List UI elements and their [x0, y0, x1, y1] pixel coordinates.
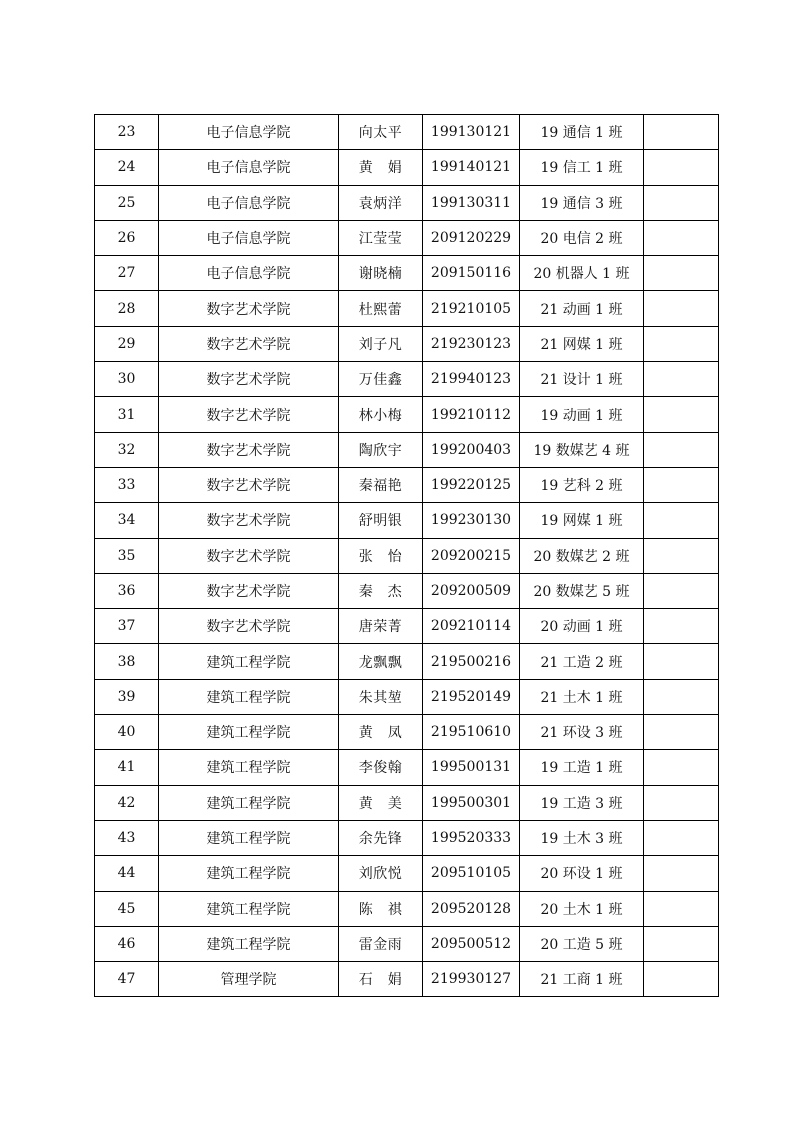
row-index-cell: 30 [95, 362, 159, 397]
student-id-cell: 209120229 [423, 220, 520, 255]
name-cell: 谢晓楠 [339, 256, 423, 291]
name-cell: 秦福艳 [339, 467, 423, 502]
student-id-cell: 199220125 [423, 467, 520, 502]
class-cell: 21 设计 1 班 [520, 362, 644, 397]
table-row [95, 326, 719, 361]
class-cell: 21 工造 2 班 [520, 644, 644, 679]
college-cell: 电子信息学院 [159, 150, 339, 185]
class-cell: 20 环设 1 班 [520, 856, 644, 891]
remarks-cell [644, 926, 719, 961]
remarks-cell [644, 326, 719, 361]
row-index-cell: 33 [95, 467, 159, 502]
table-row [95, 715, 719, 750]
name-cell: 刘欣悦 [339, 856, 423, 891]
row-index-cell: 44 [95, 856, 159, 891]
college-cell: 建筑工程学院 [159, 750, 339, 785]
college-cell: 数字艺术学院 [159, 573, 339, 608]
remarks-cell [644, 256, 719, 291]
college-cell: 电子信息学院 [159, 185, 339, 220]
name-cell: 唐荣菁 [339, 609, 423, 644]
college-cell: 管理学院 [159, 962, 339, 997]
student-id-cell: 199210112 [423, 397, 520, 432]
name-cell: 林小梅 [339, 397, 423, 432]
table-row [95, 785, 719, 820]
row-index-cell: 29 [95, 326, 159, 361]
table-row [95, 962, 719, 997]
college-cell: 建筑工程学院 [159, 820, 339, 855]
class-cell: 20 动画 1 班 [520, 609, 644, 644]
name-cell: 黄 娟 [339, 150, 423, 185]
name-cell: 余先锋 [339, 820, 423, 855]
name-cell: 舒明银 [339, 503, 423, 538]
name-cell: 石 娟 [339, 962, 423, 997]
class-cell: 19 网媒 1 班 [520, 503, 644, 538]
student-id-cell: 219520149 [423, 679, 520, 714]
remarks-cell [644, 538, 719, 573]
college-cell: 建筑工程学院 [159, 715, 339, 750]
student-id-cell: 199500131 [423, 750, 520, 785]
class-cell: 19 数媒艺 4 班 [520, 432, 644, 467]
row-index-cell: 45 [95, 891, 159, 926]
student-id-cell: 219500216 [423, 644, 520, 679]
row-index-cell: 32 [95, 432, 159, 467]
remarks-cell [644, 856, 719, 891]
row-index-cell: 41 [95, 750, 159, 785]
student-id-cell: 219930127 [423, 962, 520, 997]
table-row [95, 926, 719, 961]
class-cell: 19 信工 1 班 [520, 150, 644, 185]
class-cell: 21 工商 1 班 [520, 962, 644, 997]
row-index-cell: 47 [95, 962, 159, 997]
class-cell: 19 通信 3 班 [520, 185, 644, 220]
remarks-cell [644, 397, 719, 432]
remarks-cell [644, 467, 719, 502]
table-row [95, 750, 719, 785]
college-cell: 建筑工程学院 [159, 644, 339, 679]
table-row [95, 679, 719, 714]
class-cell: 20 数媒艺 5 班 [520, 573, 644, 608]
college-cell: 数字艺术学院 [159, 609, 339, 644]
remarks-cell [644, 962, 719, 997]
class-cell: 21 土木 1 班 [520, 679, 644, 714]
table-row [95, 397, 719, 432]
table-row [95, 362, 719, 397]
name-cell: 雷金雨 [339, 926, 423, 961]
name-cell: 陶欣宇 [339, 432, 423, 467]
college-cell: 数字艺术学院 [159, 397, 339, 432]
row-index-cell: 38 [95, 644, 159, 679]
class-cell: 19 艺科 2 班 [520, 467, 644, 502]
student-id-cell: 209150116 [423, 256, 520, 291]
name-cell: 江莹莹 [339, 220, 423, 255]
student-id-cell: 219230123 [423, 326, 520, 361]
student-id-cell: 209500512 [423, 926, 520, 961]
student-id-cell: 199200403 [423, 432, 520, 467]
remarks-cell [644, 750, 719, 785]
class-cell: 21 网媒 1 班 [520, 326, 644, 361]
student-id-cell: 219940123 [423, 362, 520, 397]
table-row [95, 256, 719, 291]
college-cell: 建筑工程学院 [159, 856, 339, 891]
name-cell: 刘子凡 [339, 326, 423, 361]
student-id-cell: 209210114 [423, 609, 520, 644]
student-id-cell: 209520128 [423, 891, 520, 926]
class-cell: 20 土木 1 班 [520, 891, 644, 926]
student-id-cell: 219510610 [423, 715, 520, 750]
class-cell: 21 环设 3 班 [520, 715, 644, 750]
student-id-cell: 199520333 [423, 820, 520, 855]
college-cell: 建筑工程学院 [159, 679, 339, 714]
college-cell: 电子信息学院 [159, 256, 339, 291]
student-roster-table [94, 114, 719, 997]
row-index-cell: 23 [95, 115, 159, 150]
table-row [95, 856, 719, 891]
table-row [95, 891, 719, 926]
class-cell: 20 工造 5 班 [520, 926, 644, 961]
college-cell: 电子信息学院 [159, 220, 339, 255]
table-row [95, 220, 719, 255]
remarks-cell [644, 609, 719, 644]
row-index-cell: 28 [95, 291, 159, 326]
name-cell: 李俊翰 [339, 750, 423, 785]
college-cell: 数字艺术学院 [159, 362, 339, 397]
table-row [95, 150, 719, 185]
table-row [95, 185, 719, 220]
row-index-cell: 27 [95, 256, 159, 291]
class-cell: 20 机器人 1 班 [520, 256, 644, 291]
name-cell: 龙飘飘 [339, 644, 423, 679]
college-cell: 数字艺术学院 [159, 467, 339, 502]
name-cell: 万佳鑫 [339, 362, 423, 397]
college-cell: 建筑工程学院 [159, 926, 339, 961]
remarks-cell [644, 503, 719, 538]
table-row [95, 644, 719, 679]
name-cell: 袁炳洋 [339, 185, 423, 220]
class-cell: 21 动画 1 班 [520, 291, 644, 326]
row-index-cell: 34 [95, 503, 159, 538]
row-index-cell: 37 [95, 609, 159, 644]
college-cell: 电子信息学院 [159, 115, 339, 150]
row-index-cell: 24 [95, 150, 159, 185]
name-cell: 向太平 [339, 115, 423, 150]
student-id-cell: 219210105 [423, 291, 520, 326]
remarks-cell [644, 785, 719, 820]
student-id-cell: 209510105 [423, 856, 520, 891]
table-row [95, 573, 719, 608]
table-row [95, 115, 719, 150]
college-cell: 数字艺术学院 [159, 432, 339, 467]
remarks-cell [644, 679, 719, 714]
table-row [95, 503, 719, 538]
remarks-cell [644, 150, 719, 185]
row-index-cell: 25 [95, 185, 159, 220]
class-cell: 20 数媒艺 2 班 [520, 538, 644, 573]
remarks-cell [644, 644, 719, 679]
remarks-cell [644, 573, 719, 608]
table-row [95, 467, 719, 502]
class-cell: 19 工造 1 班 [520, 750, 644, 785]
student-id-cell: 209200509 [423, 573, 520, 608]
name-cell: 黄 凤 [339, 715, 423, 750]
class-cell: 19 土木 3 班 [520, 820, 644, 855]
table-row [95, 291, 719, 326]
name-cell: 黄 美 [339, 785, 423, 820]
row-index-cell: 31 [95, 397, 159, 432]
college-cell: 建筑工程学院 [159, 891, 339, 926]
college-cell: 数字艺术学院 [159, 326, 339, 361]
student-id-cell: 199500301 [423, 785, 520, 820]
roster-body [95, 115, 719, 997]
student-id-cell: 199140121 [423, 150, 520, 185]
college-cell: 数字艺术学院 [159, 291, 339, 326]
remarks-cell [644, 115, 719, 150]
remarks-cell [644, 432, 719, 467]
college-cell: 建筑工程学院 [159, 785, 339, 820]
table-row [95, 538, 719, 573]
remarks-cell [644, 715, 719, 750]
class-cell: 19 通信 1 班 [520, 115, 644, 150]
remarks-cell [644, 820, 719, 855]
name-cell: 陈 祺 [339, 891, 423, 926]
row-index-cell: 43 [95, 820, 159, 855]
table-row [95, 609, 719, 644]
student-id-cell: 209200215 [423, 538, 520, 573]
table-row [95, 820, 719, 855]
row-index-cell: 46 [95, 926, 159, 961]
student-id-cell: 199230130 [423, 503, 520, 538]
table-row [95, 432, 719, 467]
row-index-cell: 42 [95, 785, 159, 820]
student-id-cell: 199130121 [423, 115, 520, 150]
name-cell: 杜熙蕾 [339, 291, 423, 326]
college-cell: 数字艺术学院 [159, 538, 339, 573]
name-cell: 张 怡 [339, 538, 423, 573]
row-index-cell: 35 [95, 538, 159, 573]
class-cell: 19 工造 3 班 [520, 785, 644, 820]
student-id-cell: 199130311 [423, 185, 520, 220]
class-cell: 20 电信 2 班 [520, 220, 644, 255]
remarks-cell [644, 291, 719, 326]
class-cell: 19 动画 1 班 [520, 397, 644, 432]
remarks-cell [644, 891, 719, 926]
remarks-cell [644, 220, 719, 255]
row-index-cell: 36 [95, 573, 159, 608]
name-cell: 朱其堃 [339, 679, 423, 714]
name-cell: 秦 杰 [339, 573, 423, 608]
remarks-cell [644, 185, 719, 220]
row-index-cell: 40 [95, 715, 159, 750]
remarks-cell [644, 362, 719, 397]
row-index-cell: 39 [95, 679, 159, 714]
row-index-cell: 26 [95, 220, 159, 255]
college-cell: 数字艺术学院 [159, 503, 339, 538]
